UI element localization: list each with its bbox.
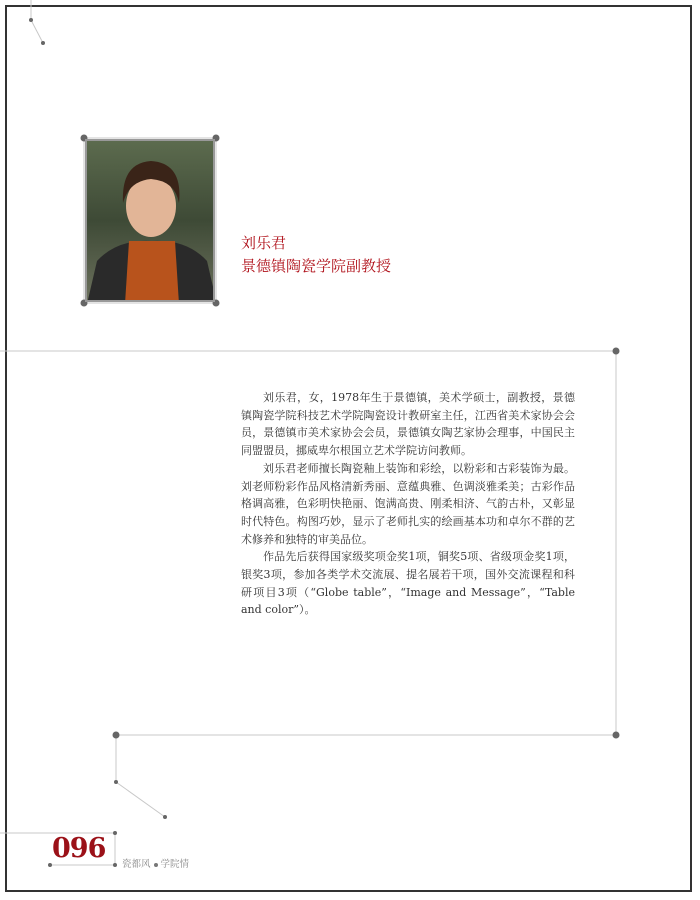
section-right: 学院情 xyxy=(160,859,190,870)
bio-text xyxy=(241,389,575,619)
profile-heading xyxy=(241,232,391,278)
bio-paragraph: 刘乐君老师擅长陶瓷釉上装饰和彩绘，以粉彩和古彩装饰为最。刘老师粉彩作品风格清新秀丽、意蕴典雅、色调淡雅柔美；古彩作品格调高雅，色彩明快艳丽、饱满高贵、刚柔相济、气韵古朴，又彰显时代特色。构图巧妙，显示了老师扎实的绘画基本功和卓尔不群的艺术修养和独特的审美品位。 xyxy=(241,461,575,546)
section-label xyxy=(122,856,189,870)
portrait-photo xyxy=(85,139,215,302)
page-number: 096 xyxy=(52,833,106,864)
section-left: 瓷都风 xyxy=(122,859,151,870)
bio-paragraph: 作品先后获得国家级奖项金奖1项，铜奖5项、省级项金奖1项，银奖3项，参加各类学术交流展、提名展若干项，国外交流课程和科研项目3项（“Globe table”，“Image and Message”，“Table and color”）。 xyxy=(241,550,575,617)
profile-title: 景德镇陶瓷学院副教授 xyxy=(241,257,392,275)
separator-dot-icon xyxy=(154,863,158,867)
profile-name: 刘乐君 xyxy=(241,234,287,252)
bio-paragraph: 刘乐君，女，1978年生于景德镇，美术学硕士，副教授，景德镇陶瓷学院科技艺术学院陶瓷设计教研室主任，江西省美术家协会会员，景德镇市美术家协会会员，景德镇女陶艺家协会理事，中国民主同盟盟员，挪威卑尔根国立艺术学院访问教师。 xyxy=(241,391,575,458)
